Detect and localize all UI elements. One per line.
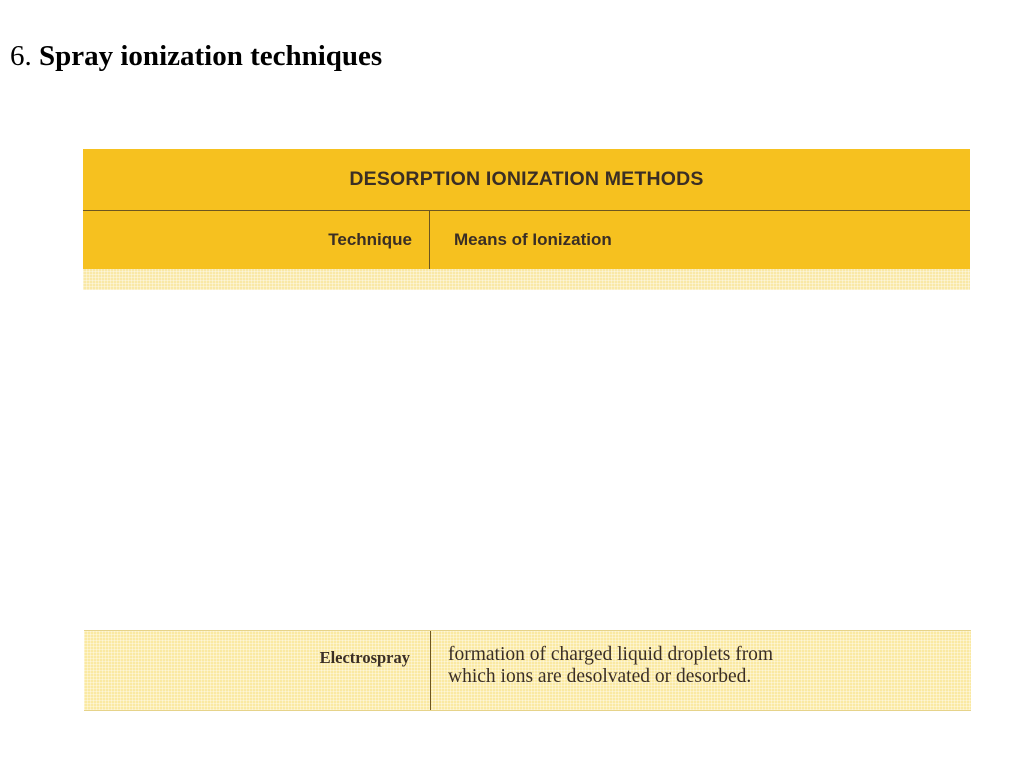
- cell-means: [448, 644, 948, 688]
- table-body-strip: [83, 269, 970, 290]
- column-header-means: Means of Ionization: [454, 230, 612, 249]
- column-header-technique: Technique: [328, 230, 412, 249]
- table-heading: DESORPTION IONIZATION METHODS: [349, 168, 704, 190]
- cell-means-line-1: formation of charged liquid droplets from: [448, 644, 774, 665]
- column-divider: [430, 631, 431, 710]
- slide-number: 6.: [10, 40, 32, 72]
- cell-technique: Electrospray: [319, 648, 410, 667]
- ionization-methods-table-header: [83, 149, 970, 290]
- column-header-row: [83, 211, 970, 269]
- slide-title: [10, 40, 382, 73]
- slide-title-text: Spray ionization techniques: [39, 40, 383, 72]
- table-row: [84, 630, 971, 711]
- cell-means-line-2: which ions are desolvated or desorbed.: [448, 666, 752, 687]
